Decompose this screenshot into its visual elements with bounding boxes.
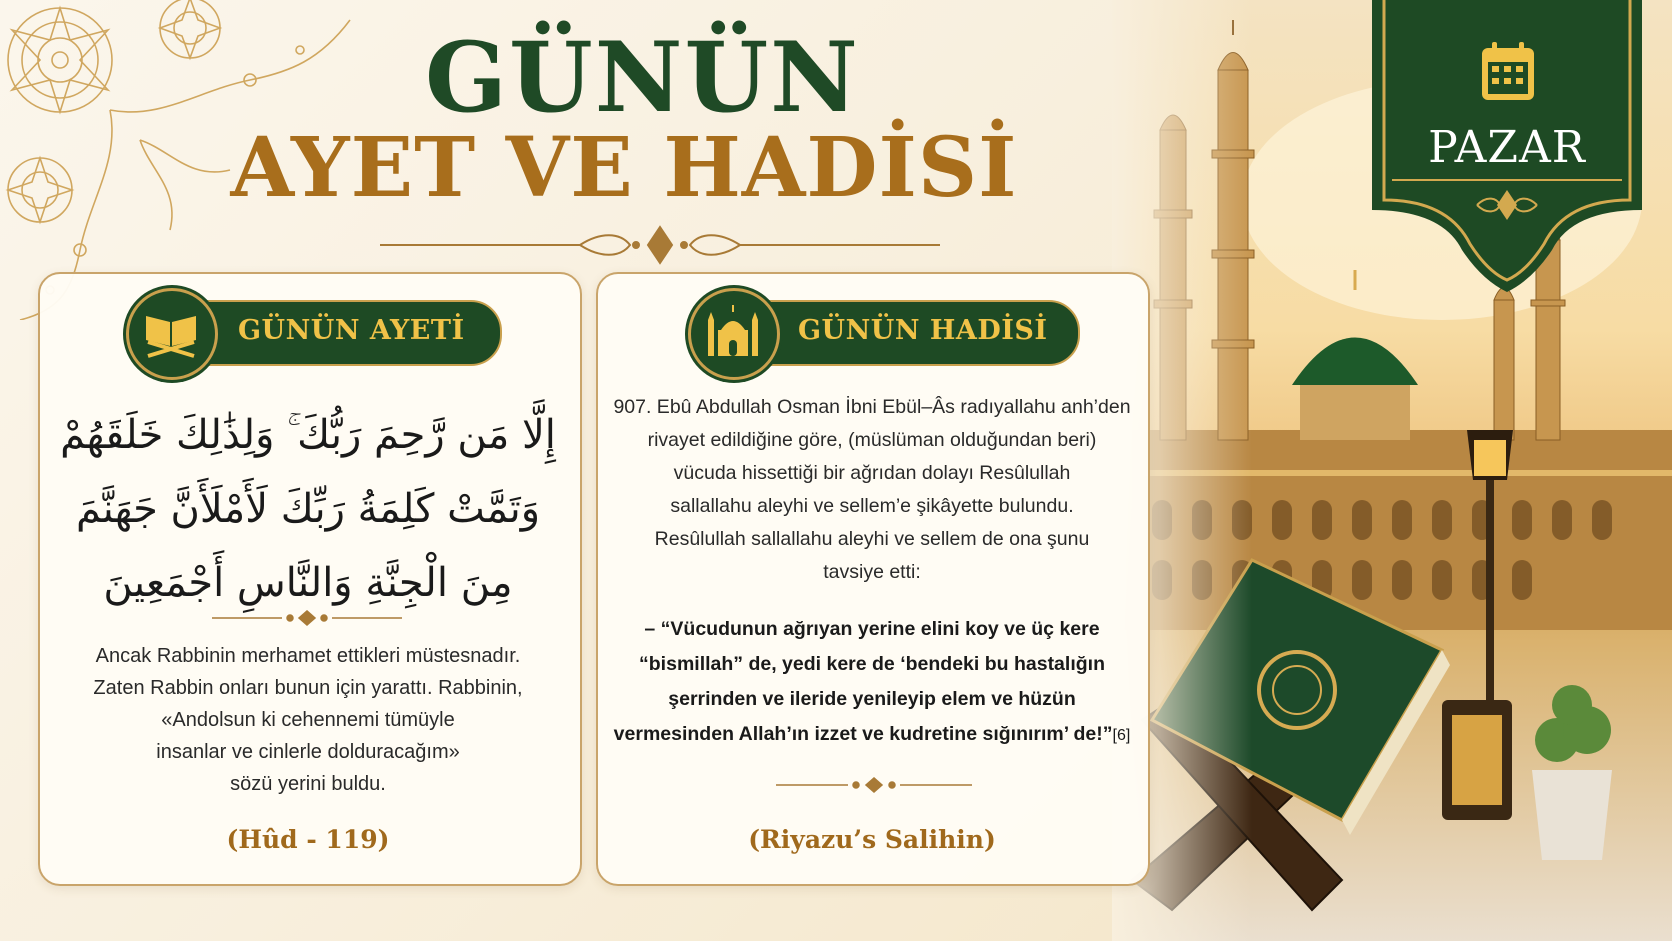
hadis-intro-line: sallallahu aleyhi ve sellem’e şikâyette bulundu. <box>670 495 1074 517</box>
page-title-line1: GÜNÜN <box>425 21 860 134</box>
hadis-intro-line: 907. Ebû Abdullah Osman İbni Ebül–Âs radıyallahu anh’den <box>613 396 1131 418</box>
calendar-crescent-icon <box>1478 14 1538 110</box>
hadis-badge-label: GÜNÜN HADİSİ <box>798 315 1048 346</box>
ayet-divider <box>212 608 402 628</box>
ayet-translation-line: sözü yerini buldu. <box>230 773 386 795</box>
ayet-arabic-line: إِلَّا مَن رَّحِمَ رَبُّكَ ۚ وَلِذَٰلِكَ خَلَقَهُمْ <box>60 412 556 458</box>
page-title-line2: AYET VE HADİSİ <box>230 120 1018 216</box>
mosque-icon <box>704 302 762 362</box>
hadis-intro-line: tavsiye etti: <box>823 561 921 583</box>
ayet-translation-line: Ancak Rabbinin merhamet ettikleri müstesnadır. <box>95 645 521 667</box>
hadis-source: (Riyazu’s Salihin) <box>748 825 996 854</box>
ayet-translation <box>50 640 566 800</box>
hadis-footnote-link[interactable]: [6] <box>1112 727 1131 744</box>
ayet-arabic-line: وَتَمَّتْ كَلِمَةُ رَبِّكَ لَأَمْلَأَنَّ جَهَنَّمَ <box>75 486 541 532</box>
hadis-quote-line: şerrinden ve ileride yenileyip elem ve hüzün <box>668 688 1076 710</box>
hadis-intro <box>610 391 1134 589</box>
ayet-arabic-text <box>52 398 564 620</box>
hadis-intro-line: Resûlullah sallallahu aleyhi ve sellem de ona şunu <box>654 528 1090 550</box>
hadis-quote-line: “bismillah” de, yedi kere de ‘bendeki bu hastalığın <box>639 653 1105 675</box>
title-ornament-divider <box>380 222 940 268</box>
hadis-intro-line: rivayet edildiğine göre, (müslüman olduğundan beri) <box>647 429 1097 451</box>
hadis-quote-line: – “Vücudunun ağrıyan yerine elini koy ve üç kere <box>644 618 1100 640</box>
hadis-divider <box>776 775 972 795</box>
hadis-quote <box>608 612 1136 753</box>
hadis-intro-line: vücuda hissettiği bir ağrıdan dolayı Resûlullah <box>673 462 1071 484</box>
ayet-arabic-line: مِنَ الْجِنَّةِ وَالنَّاسِ أَجْمَعِينَ <box>103 560 513 606</box>
hadis-quote-last-line <box>608 717 1136 753</box>
ayet-translation-line: «Andolsun ki cehennemi tümüyle <box>161 709 455 731</box>
hadis-quote-line: vermesinden Allah’ın izzet ve kudretine sığınırım’ de!” <box>613 723 1113 745</box>
ayet-translation-line: Zaten Rabbin onları bunun için yarattı. Rabbinin, <box>93 677 523 699</box>
ayet-badge-label: GÜNÜN AYETİ <box>238 315 465 346</box>
ayet-translation-line: insanlar ve cinlerle dolduracağım» <box>156 741 460 763</box>
day-label: PAZAR <box>1428 122 1586 173</box>
ayet-source: (Hûd - 119) <box>226 825 390 854</box>
quran-on-stand-icon <box>142 306 200 360</box>
